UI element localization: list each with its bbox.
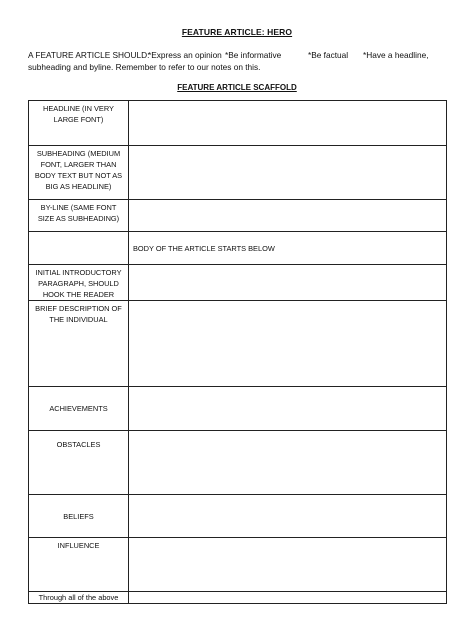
table-row xyxy=(29,146,447,200)
table-row xyxy=(29,431,447,495)
row-content[interactable] xyxy=(129,592,447,604)
row-content[interactable] xyxy=(129,101,447,146)
table-row xyxy=(29,265,447,301)
row-label: SUBHEADING (MEDIUM FONT, LARGER THAN BODY TEXT BUT NOT AS BIG AS HEADLINE) xyxy=(29,146,129,200)
intro-paragraph xyxy=(28,49,448,73)
table-row xyxy=(29,592,447,604)
table-row xyxy=(29,387,447,431)
intro-bullet: *Have a headline, xyxy=(363,50,429,60)
table-row xyxy=(29,538,447,592)
row-label: INITIAL INTRODUCTORY PARAGRAPH, SHOULD HOOK THE READER xyxy=(29,265,129,301)
scaffold-table xyxy=(28,100,447,604)
intro-bullet: *Express an opinion xyxy=(148,50,222,60)
table-row xyxy=(29,301,447,387)
row-label xyxy=(29,232,129,265)
table-row xyxy=(29,101,447,146)
row-content[interactable] xyxy=(129,495,447,538)
row-label: BELIEFS xyxy=(29,495,129,538)
row-label: Through all of the above xyxy=(29,592,129,604)
table-row xyxy=(29,200,447,232)
scaffold-title: FEATURE ARTICLE SCAFFOLD xyxy=(177,83,297,92)
body-start-note: BODY OF THE ARTICLE STARTS BELOW xyxy=(129,232,447,265)
row-content[interactable] xyxy=(129,431,447,495)
row-label: INFLUENCE xyxy=(29,538,129,592)
row-content[interactable] xyxy=(129,265,447,301)
row-label: HEADLINE (IN VERY LARGE FONT) xyxy=(29,101,129,146)
table-row xyxy=(29,495,447,538)
table-row xyxy=(29,232,447,265)
intro-lead: A FEATURE ARTICLE SHOULD: xyxy=(28,50,150,60)
row-content[interactable] xyxy=(129,387,447,431)
row-content[interactable] xyxy=(129,200,447,232)
row-content[interactable] xyxy=(129,538,447,592)
page-title: FEATURE ARTICLE: HERO xyxy=(181,27,293,37)
row-content[interactable] xyxy=(129,301,447,387)
intro-bullet: *Be informative xyxy=(225,50,282,60)
row-content[interactable] xyxy=(129,146,447,200)
intro-line-2: subheading and byline. Remember to refer to our notes on this. xyxy=(28,62,261,72)
row-label: ACHIEVEMENTS xyxy=(29,387,129,431)
intro-line-1 xyxy=(28,49,448,61)
row-label: BY-LINE (SAME FONT SIZE AS SUBHEADING) xyxy=(29,200,129,232)
row-label: OBSTACLES xyxy=(29,431,129,495)
row-label: BRIEF DESCRIPTION OF THE INDIVIDUAL xyxy=(29,301,129,387)
intro-bullet: *Be factual xyxy=(308,50,349,60)
